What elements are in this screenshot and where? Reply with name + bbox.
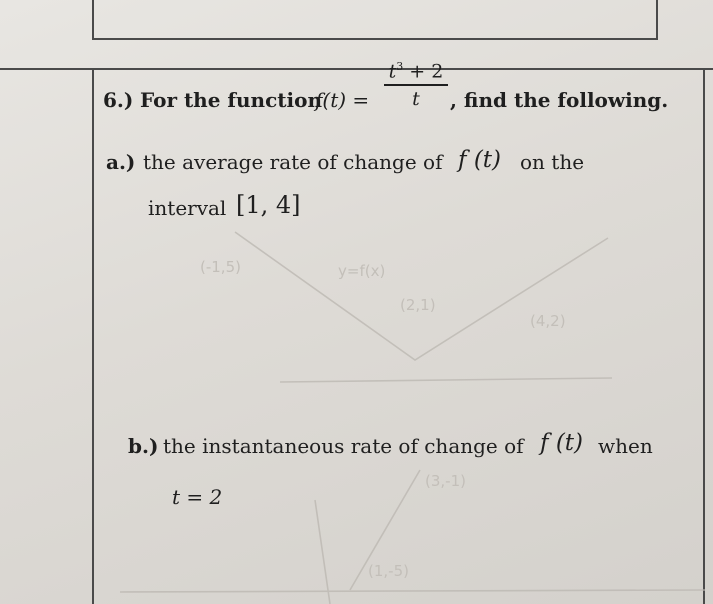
function-lhs: f(t) = — [315, 88, 370, 112]
bleed-mark: (2,1) — [400, 296, 436, 314]
problem-number: 6.) — [103, 88, 134, 112]
bleed-mark: y=f(x) — [338, 262, 386, 280]
bleed-mark: (4,2) — [530, 312, 566, 330]
function-fraction — [384, 60, 448, 110]
fraction-numerator — [384, 60, 448, 82]
part-b-text: the instantaneous rate of change of — [163, 434, 524, 458]
numerator-exponent: 3 — [396, 60, 404, 73]
part-a-interval-label: interval — [148, 196, 227, 220]
part-b-text-end: when — [598, 434, 653, 458]
part-b-label: b.) — [128, 434, 159, 458]
part-a-function: f (t) — [458, 147, 502, 173]
part-b-function: f (t) — [540, 430, 584, 456]
part-a-label: a.) — [106, 150, 136, 174]
numerator-variable: t — [388, 60, 397, 83]
fraction-bar — [384, 84, 448, 86]
part-a-text-end: on the — [520, 150, 585, 174]
bleed-mark: (-1,5) — [200, 258, 241, 276]
numerator-rest: + 2 — [403, 60, 444, 83]
fraction-denominator: t — [412, 87, 420, 110]
part-a-interval: [1, 4] — [236, 191, 301, 219]
part-b-condition: t = 2 — [172, 485, 223, 509]
bleed-mark: (1,-5) — [368, 562, 409, 580]
bleed-mark: (3,-1) — [425, 472, 466, 490]
problem-intro: For the function — [140, 88, 322, 112]
part-a-text: the average rate of change of — [143, 150, 443, 174]
problem-intro-end: , find the following. — [450, 88, 669, 112]
